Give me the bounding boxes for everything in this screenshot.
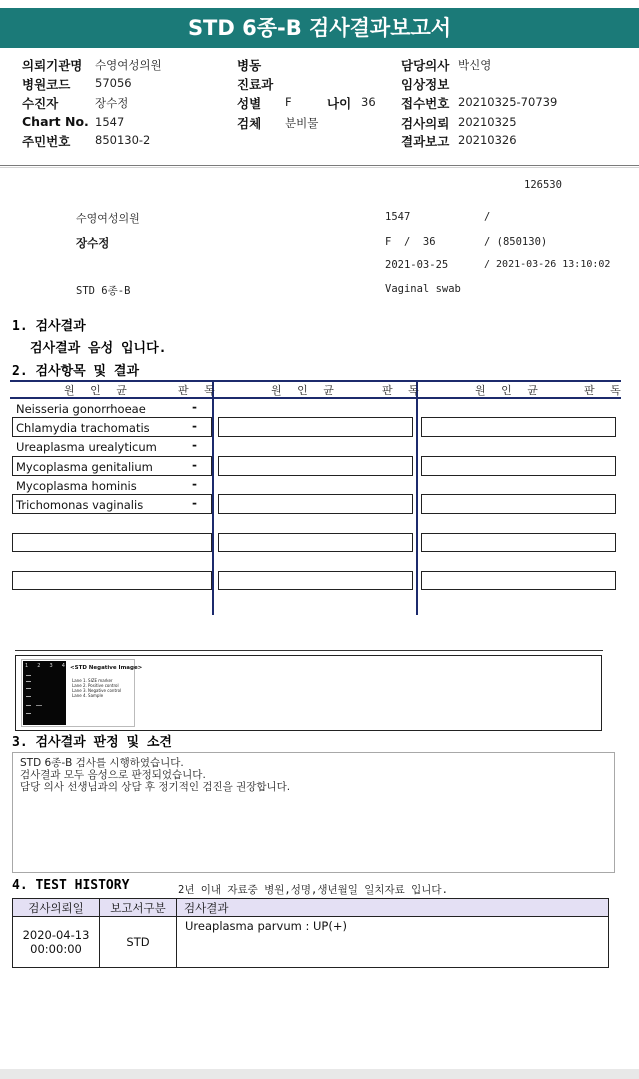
gel-band (26, 688, 31, 689)
header-label-age: 나이 (327, 96, 352, 111)
organism-result: - (192, 458, 197, 472)
info-report-datetime: / 2021-03-26 13:10:02 (484, 259, 611, 270)
history-type: STD (100, 917, 177, 968)
header-label-resident-no: 주민번호 (22, 134, 71, 149)
organism-name: Neisseria gonorrhoeae (16, 402, 146, 416)
section4-heading: 4. TEST HISTORY (12, 878, 130, 893)
history-result: Ureaplasma parvum : UP(+) (177, 917, 609, 968)
header-label-specimen: 검체 (237, 116, 262, 131)
history-header-date: 검사의뢰일 (13, 899, 100, 917)
report-title: STD 6종-B 검사결과보고서 (0, 8, 639, 48)
empty-row-box (421, 494, 616, 514)
info-hospital: 수영여성의원 (76, 212, 140, 225)
info-chart-no: 1547 (385, 211, 411, 223)
col-header-organism-1: 원 인 균 (64, 384, 133, 397)
report-number: 126530 (524, 179, 562, 191)
header-label-ward: 병동 (237, 58, 262, 73)
empty-row-box (218, 456, 413, 476)
empty-row-box (218, 533, 413, 552)
page-bottom-bar (0, 1069, 639, 1079)
empty-row-box (421, 456, 616, 476)
section2-heading: 2. 검사항목 및 결과 (12, 364, 140, 379)
organism-result: - (192, 400, 197, 414)
history-time: 00:00:00 (30, 942, 82, 956)
header-label-chart-no: Chart No. (22, 114, 89, 129)
lane-number: 4 (61, 663, 65, 669)
organism-name: Mycoplasma hominis (16, 479, 137, 493)
section4-note: 2년 이내 자료중 병원,성명,생년월일 일치자료 입니다. (178, 884, 448, 896)
header-value-doctor: 박신영 (458, 58, 492, 72)
organism-name: Chlamydia trachomatis (16, 421, 150, 435)
result-table (0, 378, 639, 618)
lane-number: 1 (25, 663, 29, 669)
header-value-request-date: 20210325 (458, 115, 517, 129)
empty-row-box (421, 571, 616, 590)
lane-number: 2 (37, 663, 41, 669)
col-header-judge-1: 판 독 (178, 384, 221, 397)
empty-row-box (218, 417, 413, 437)
empty-row-box (218, 494, 413, 514)
gel-band (26, 713, 31, 714)
info-specimen: Vaginal swab (385, 283, 461, 295)
report-header (0, 48, 639, 166)
organism-result: - (192, 419, 197, 433)
col-header-judge-2: 판 독 (382, 384, 425, 397)
header-value-report-date: 20210326 (458, 133, 517, 147)
organism-result: - (192, 496, 197, 510)
organism-name: Ureaplasma urealyticum (16, 440, 157, 454)
organism-name: Mycoplasma genitalium (16, 460, 153, 474)
gel-band (26, 696, 31, 697)
header-label-receipt-no: 접수번호 (401, 96, 450, 111)
header-value-resident-no: 850130-2 (95, 133, 151, 147)
gel-band (36, 705, 42, 706)
info-receipt-date: 2021-03-25 (385, 259, 449, 271)
header-label-institution: 의뢰기관명 (22, 58, 83, 73)
header-divider-shadow (0, 167, 639, 168)
gel-band (26, 705, 31, 706)
header-divider (0, 165, 639, 166)
col-header-judge-3: 판 독 (584, 384, 627, 397)
opinion-line: STD 6종-B 검사를 시행하였습니다. (20, 757, 184, 769)
history-date: 2020-04-13 (22, 928, 90, 942)
gel-legend-item: Lane 2. Positive control (72, 683, 119, 688)
info-separator: / (484, 211, 491, 223)
header-label-hospital-code: 병원코드 (22, 77, 71, 92)
empty-row-box (12, 571, 212, 590)
organism-result: - (192, 438, 197, 452)
gel-photo (23, 661, 66, 725)
header-label-report-date: 결과보고 (401, 134, 450, 149)
info-birth: / (850130) (484, 236, 548, 248)
gel-legend-item: Lane 1. SIZE marker (72, 678, 113, 683)
header-label-request-date: 검사의뢰 (401, 116, 450, 131)
header-label-patient: 수진자 (22, 96, 59, 111)
info-patient-name: 장수정 (76, 236, 110, 250)
header-value-receipt-no: 20210325-70739 (458, 95, 558, 109)
empty-row-box (12, 533, 212, 552)
opinion-line: 검사결과 모두 음성으로 판정되었습니다. (20, 769, 206, 781)
opinion-box (12, 752, 615, 873)
organism-result: - (192, 477, 197, 491)
history-header-result: 검사결과 (177, 899, 609, 917)
empty-row-box (421, 533, 616, 552)
header-value-specimen: 분비물 (285, 116, 319, 130)
organism-name: Trichomonas vaginalis (16, 498, 144, 512)
gel-lane-numbers (25, 663, 65, 669)
section1-result: 검사결과 음성 입니다. (30, 341, 167, 356)
gel-image (21, 659, 143, 727)
gel-divider (15, 650, 603, 651)
gel-legend-item: Lane 3. Negative control (72, 688, 122, 693)
gel-band (26, 675, 31, 676)
gel-title: <STD Negative Image> (70, 665, 143, 671)
history-row (13, 917, 609, 968)
table-col-divider-2 (416, 380, 418, 615)
header-value-hospital-code: 57056 (95, 76, 132, 90)
header-label-doctor: 담당의사 (401, 58, 450, 73)
section1-heading: 1. 검사결과 (12, 319, 86, 334)
col-header-organism-3: 원 인 균 (475, 384, 544, 397)
opinion-line: 담당 의사 선생님과의 상담 후 정기적인 검진을 권장합니다. (20, 781, 291, 793)
header-value-chart-no: 1547 (95, 115, 125, 129)
col-header-organism-2: 원 인 균 (271, 384, 340, 397)
lane-number: 3 (49, 663, 53, 669)
history-table (12, 898, 609, 968)
header-label-clinical-info: 임상정보 (401, 77, 450, 92)
history-date-cell (13, 917, 100, 968)
gel-legend (72, 678, 121, 698)
header-label-department: 진료과 (237, 77, 274, 92)
section3-heading: 3. 검사결과 판정 및 소견 (12, 735, 172, 750)
header-value-institution: 수영여성의원 (95, 58, 162, 72)
header-value-sex: F (285, 95, 292, 109)
gel-band (26, 681, 31, 682)
info-test-name: STD 6종-B (76, 285, 131, 297)
table-col-divider-1 (212, 380, 214, 615)
info-sex-age: F / 36 (385, 236, 436, 248)
header-value-patient: 장수정 (95, 96, 129, 110)
history-header-type: 보고서구분 (100, 899, 177, 917)
gel-legend-item: Lane 4. Sample (72, 693, 104, 698)
empty-row-box (218, 571, 413, 590)
empty-row-box (421, 417, 616, 437)
header-value-age: 36 (361, 95, 376, 109)
header-label-sex: 성별 (237, 96, 262, 111)
